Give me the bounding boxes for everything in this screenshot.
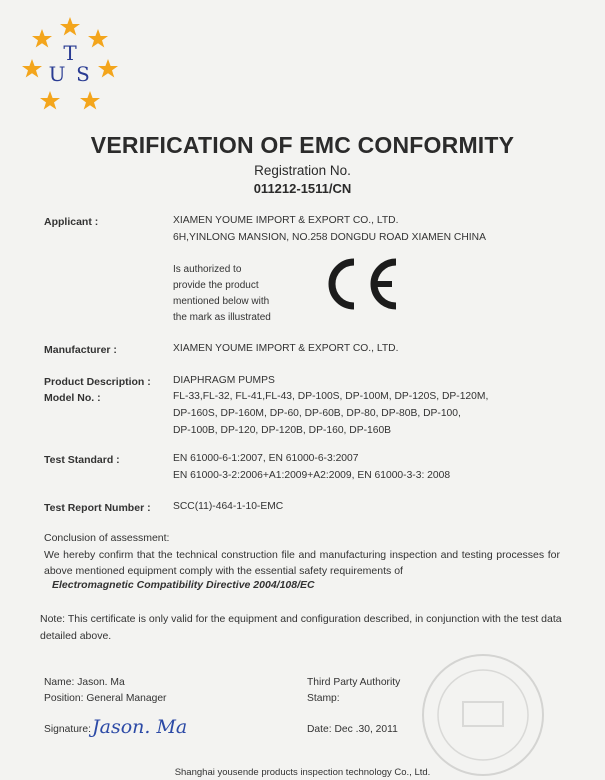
authorization-line: provide the product <box>173 280 259 291</box>
tus-logo <box>22 15 118 115</box>
manufacturer-label: Manufacturer : <box>44 344 117 356</box>
report-value: SCC(11)-464-1-10-EMC <box>173 501 284 512</box>
product-value: DIAPHRAGM PUMPS <box>173 375 275 386</box>
authority-info <box>307 675 400 707</box>
footer-company: Shanghai yousende products inspection technology Co., Ltd. <box>174 767 431 778</box>
applicant-address: 6H,YINLONG MANSION, NO.258 DONGDU ROAD XIAMEN CHINA <box>173 232 486 243</box>
authority-label: Third Party Authority <box>307 677 401 688</box>
product-label: Product Description : <box>44 376 151 388</box>
standard-line: EN 61000-3-2:2006+A1:2009+A2:2009, EN 61000-3-3: 2008 <box>173 470 451 481</box>
conclusion-heading: Conclusion of assessment: <box>44 532 170 544</box>
ce-mark-icon <box>318 256 400 312</box>
star-icon <box>32 29 52 48</box>
authorization-text <box>173 262 271 326</box>
conclusion-text: We hereby confirm that the technical construction file and manufacturing inspection and testing processes for above mentioned equipment comply with the essential safety requirements of <box>44 549 560 577</box>
star-icon <box>40 91 60 110</box>
authorization-line: the mark as illustrated <box>173 312 271 323</box>
manufacturer-value: XIAMEN YOUME IMPORT & EXPORT CO., LTD. <box>173 343 399 354</box>
conclusion-directive: Electromagnetic Compatibility Directive 2004/108/EC <box>52 579 315 591</box>
authorization-line: mentioned below with <box>173 296 270 307</box>
logo-letter-u: U <box>48 62 66 86</box>
applicant-name: XIAMEN YOUME IMPORT & EXPORT CO., LTD. <box>173 215 399 226</box>
signatory-info <box>44 675 167 707</box>
star-icon <box>80 91 100 110</box>
star-icon <box>60 17 80 36</box>
logo-letter-t: T <box>63 41 77 65</box>
authorization-line: Is authorized to <box>173 264 242 275</box>
logo-letter-s: S <box>76 62 90 86</box>
model-label: Model No. : <box>44 392 101 404</box>
report-label: Test Report Number : <box>44 502 151 514</box>
star-icon <box>98 59 118 78</box>
star-icon <box>88 29 108 48</box>
signature: Jason. Ma <box>92 716 188 738</box>
applicant-label: Applicant : <box>44 216 99 228</box>
standard-label: Test Standard : <box>44 454 120 466</box>
registration-label: Registration No. <box>254 163 351 178</box>
model-values <box>173 388 488 439</box>
signatory-position: Position: General Manager <box>44 693 167 704</box>
signature-label: Signature: <box>44 724 91 735</box>
seal-stamp-icon <box>418 650 548 780</box>
signatory-name: Name: Jason. Ma <box>44 677 125 688</box>
model-line: FL-33,FL-32, FL-41,FL-43, DP-100S, DP-100M, DP-120S, DP-120M, <box>173 391 489 402</box>
certificate-date: Date: Dec .30, 2011 <box>307 724 398 735</box>
certificate-note: Note: This certificate is only valid for the equipment and configuration described, in conjunction with the test data detailed above. <box>40 613 562 642</box>
applicant-value <box>173 212 486 246</box>
stamp-label: Stamp: <box>307 693 340 704</box>
registration-number: 011212-1511/CN <box>253 181 352 196</box>
star-icon <box>22 59 42 78</box>
model-line: DP-160S, DP-160M, DP-60, DP-60B, DP-80, DP-80B, DP-100, <box>173 408 461 419</box>
standard-line: EN 61000-6-1:2007, EN 61000-6-3:2007 <box>173 453 359 464</box>
certificate-title: VERIFICATION OF EMC CONFORMITY <box>90 132 515 158</box>
standard-values <box>173 450 450 484</box>
model-line: DP-100B, DP-120, DP-120B, DP-160, DP-160B <box>173 425 392 436</box>
